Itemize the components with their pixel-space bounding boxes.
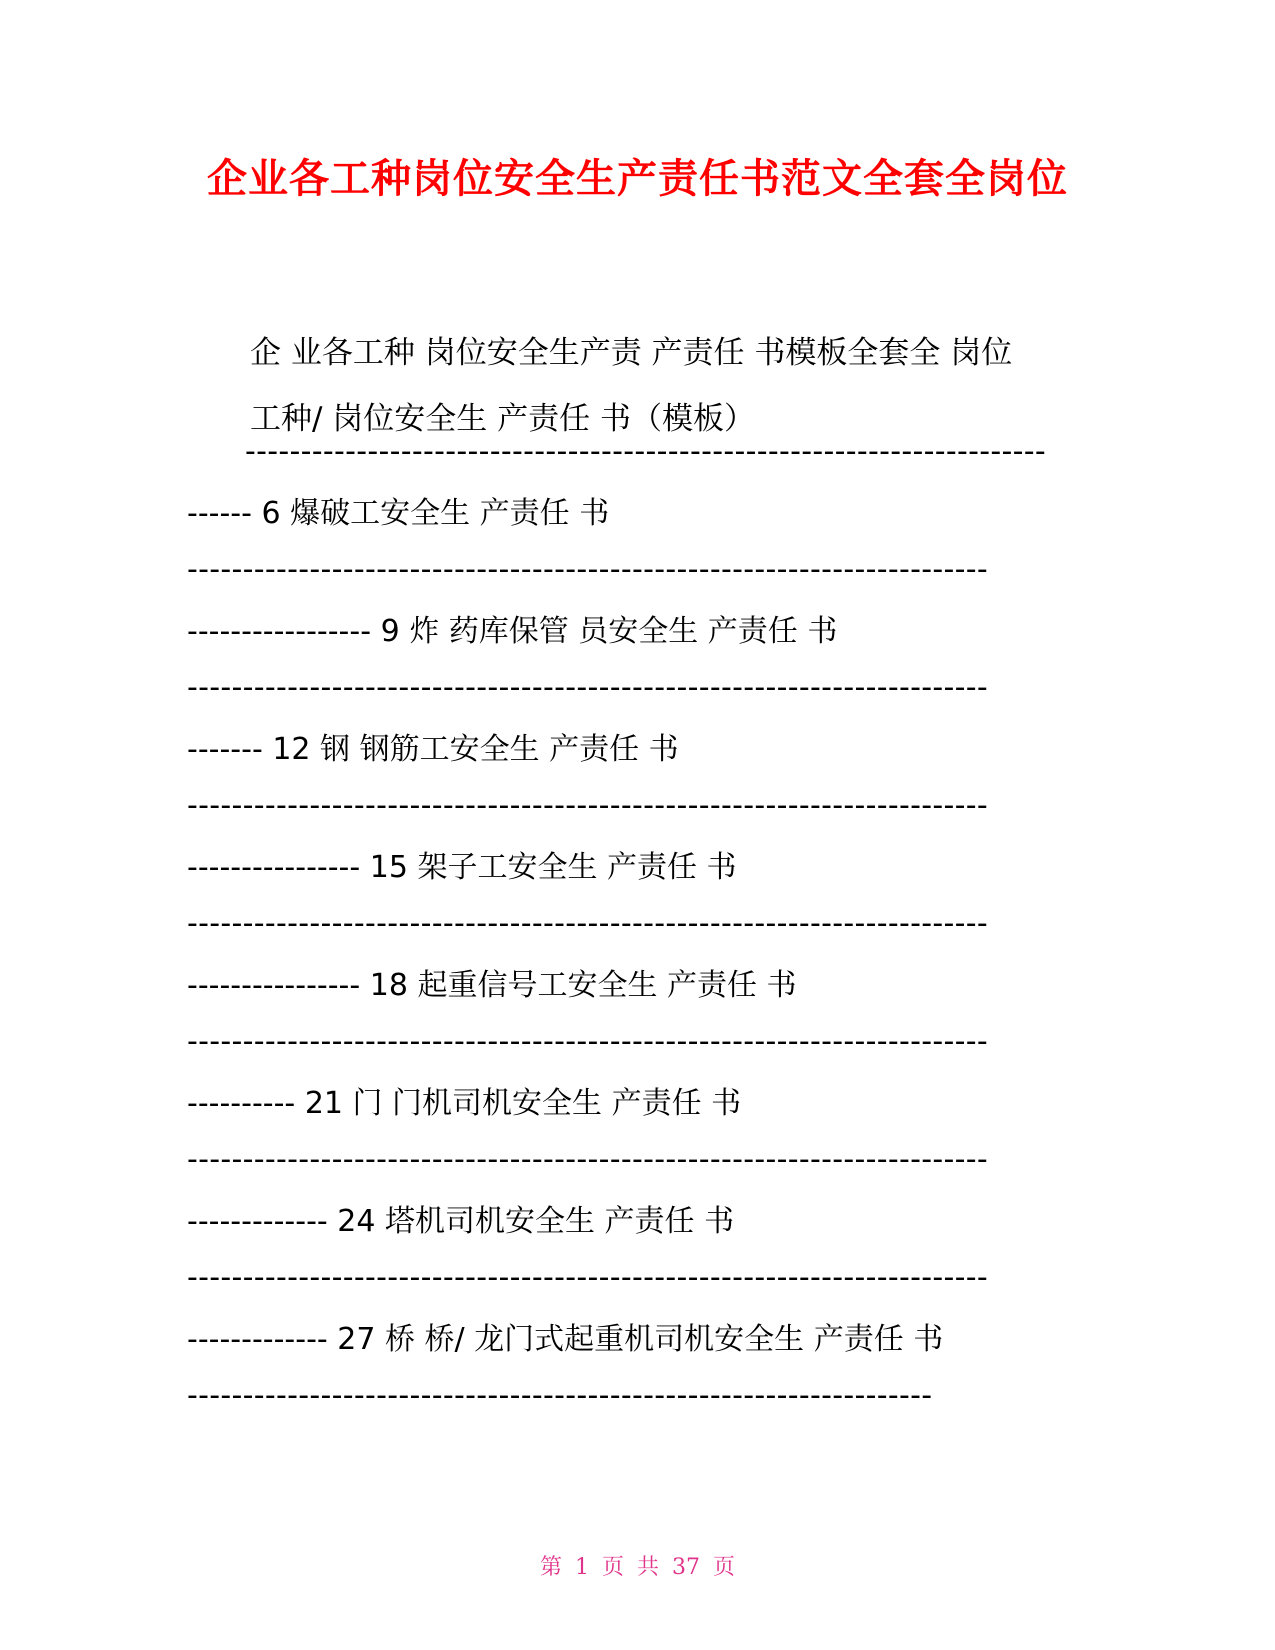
separator-line: ------------------------------------------------------------------------ bbox=[187, 552, 989, 587]
toc-leader: ----------------- bbox=[187, 614, 372, 649]
toc-entry bbox=[187, 1084, 1087, 1124]
toc-leader: ------ bbox=[187, 496, 252, 531]
toc-leader: ------- bbox=[187, 732, 263, 767]
toc-text: 12 钢 钢筋工安全生 产责任 书 bbox=[272, 732, 679, 767]
toc-text: 15 架子工安全生 产责任 书 bbox=[369, 850, 737, 885]
toc-entry bbox=[187, 730, 1087, 770]
toc-entry bbox=[187, 494, 1087, 534]
toc-leader: ------------- bbox=[187, 1204, 328, 1239]
separator-line: ------------------------------------------------------------------------ bbox=[187, 906, 989, 941]
intro-line-1: 企 业各工种 岗位安全生产责 产责任 书模板全套全 岗位 bbox=[250, 335, 1013, 371]
toc-entry bbox=[187, 1202, 1087, 1242]
toc-entry bbox=[187, 612, 1087, 652]
toc-leader: ------------- bbox=[187, 1322, 328, 1357]
separator-line: ------------------------------------------------------------------------ bbox=[187, 788, 989, 823]
page-footer: 第 1 页 共 37 页 bbox=[540, 1555, 735, 1580]
intro-line-2: 工种/ 岗位安全生 产责任 书（模板） bbox=[250, 401, 756, 437]
toc-text: 27 桥 桥/ 龙门式起重机司机安全生 产责任 书 bbox=[337, 1322, 944, 1357]
toc-entry bbox=[187, 848, 1087, 888]
toc-leader: ---------- bbox=[187, 1086, 296, 1121]
toc-entry bbox=[187, 1320, 1087, 1360]
separator-line: ------------------------------------------------------------------------ bbox=[187, 670, 989, 705]
toc-text: 21 门 门机司机安全生 产责任 书 bbox=[304, 1086, 742, 1121]
separator-line: ------------------------------------------------------------------------ bbox=[187, 1260, 989, 1295]
toc-text: 6 爆破工安全生 产责任 书 bbox=[261, 496, 610, 531]
separator-line: ------------------------------------------------------------------------ bbox=[187, 1142, 989, 1177]
toc-text: 9 炸 药库保管 员安全生 产责任 书 bbox=[380, 614, 838, 649]
toc-leader: ---------------- bbox=[187, 968, 361, 1003]
separator-line: ------------------------------------------------------------------------ bbox=[187, 1024, 989, 1059]
toc-leader: ---------------- bbox=[187, 850, 361, 885]
separator-line: ------------------------------------------------------------------------ bbox=[245, 434, 1047, 469]
toc-text: 24 塔机司机安全生 产责任 书 bbox=[337, 1204, 735, 1239]
document-title: 企业各工种岗位安全生产责任书范文全套全岗位 bbox=[207, 156, 1068, 202]
toc-text: 18 起重信号工安全生 产责任 书 bbox=[369, 968, 797, 1003]
separator-line: ------------------------------------------------------------------- bbox=[187, 1378, 933, 1413]
toc-entry bbox=[187, 966, 1087, 1006]
